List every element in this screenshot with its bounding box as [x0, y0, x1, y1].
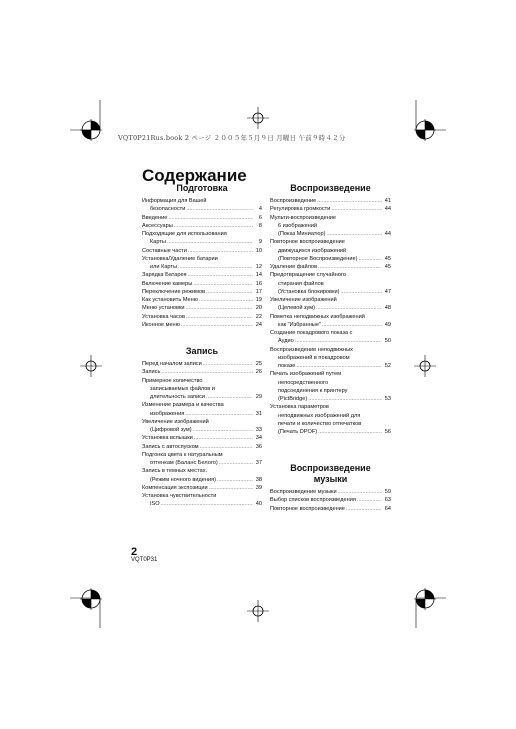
toc-entry: [270, 412, 391, 420]
toc-entry: [270, 403, 391, 411]
toc-leader-dots: [206, 288, 253, 296]
toc-entry-title: изображения: [150, 410, 185, 417]
toc-entry-page: 37: [255, 460, 262, 466]
toc-entry-title: Установка часов: [142, 313, 185, 320]
toc-leader-dots: [331, 205, 382, 213]
toc-entry: [142, 467, 262, 475]
toc-entry-title: оттенкам (Баланс Белого): [150, 460, 218, 466]
toc-entry: [142, 288, 262, 296]
toc-entry: [142, 304, 262, 312]
toc-leader-dots: [217, 476, 253, 484]
toc-entry: [142, 443, 262, 451]
toc-entry-page: 38: [255, 476, 262, 483]
toc-entry-title: (Показ Миниатюр): [278, 231, 326, 237]
toc-entry-page: 25: [255, 361, 262, 367]
toc-list-play: [270, 197, 391, 436]
toc-entry-title: Как установить Меню: [142, 297, 198, 303]
toc-entry: [270, 370, 391, 378]
registration-cross-icon: [247, 107, 269, 129]
toc-entry-title: Установка параметров: [270, 404, 329, 411]
toc-entry-title: Повторное воспроизведение: [270, 239, 345, 246]
toc-entry-page: 49: [384, 321, 391, 328]
toc-entry-title: Подходящие для использования: [142, 231, 227, 237]
toc-entry-page: 4: [258, 206, 262, 213]
toc-entry: [270, 321, 391, 329]
toc-entry-title: Установка чувствительности: [142, 493, 217, 499]
toc-entry: [270, 238, 391, 246]
registration-cross-icon: [247, 600, 269, 622]
toc-entry-title: неподвижных изображений для: [278, 412, 361, 419]
toc-entry-title: Меню установки: [142, 305, 185, 312]
toc-leader-dots: [200, 443, 253, 451]
toc-entry: [270, 505, 391, 513]
toc-entry-title: Печать изображений путем: [270, 371, 342, 378]
toc-leader-dots: [295, 337, 382, 345]
toc-leader-dots: [178, 263, 253, 271]
toc-leader-dots: [186, 304, 253, 312]
toc-entry-title: Удаление файлов: [270, 264, 317, 270]
toc-entry-page: 56: [384, 429, 391, 435]
toc-entry-title: печати и количество отпечатков: [278, 420, 362, 427]
toc-leader-dots: [188, 271, 253, 279]
toc-entry-page: 10: [255, 247, 262, 254]
toc-entry: [142, 360, 262, 368]
page-title: Содержание: [142, 166, 247, 185]
toc-entry-page: 39: [255, 484, 262, 491]
toc-entry-title: Увеличение изображений: [270, 297, 337, 303]
toc-entry-page: 33: [255, 427, 262, 433]
toc-leader-dots: [193, 426, 253, 434]
toc-entry-page: 52: [384, 363, 391, 369]
toc-entry-title: записываемых файлов и: [150, 385, 215, 392]
toc-entry-page: 16: [255, 280, 262, 287]
toc-entry: [142, 271, 262, 279]
toc-entry: [270, 395, 391, 403]
toc-entry-title: Иконное меню: [142, 321, 180, 328]
toc-entry: [142, 426, 262, 434]
toc-entry-title: Мульти-воспроизведение: [270, 214, 337, 221]
toc-entry-title: (Режим ночного видения): [150, 476, 217, 483]
toc-entry: [270, 346, 391, 354]
toc-entry-title: как "Избранные": [278, 321, 321, 328]
toc-entry-title: Аудио: [278, 338, 294, 345]
toc-leader-dots: [346, 505, 382, 513]
toc-entry: [270, 329, 391, 337]
toc-entry-page: 6: [258, 214, 262, 221]
toc-entry-title: Регулировка громкости: [270, 206, 331, 213]
toc-entry: [142, 205, 262, 213]
toc-entry: [270, 247, 391, 255]
toc-entry: [270, 222, 391, 230]
toc-entry-title: (Установка блокировки): [278, 288, 340, 295]
toc-leader-dots: [186, 313, 253, 321]
toc-entry-title: Установка/Удаление батарии: [142, 255, 218, 262]
toc-leader-dots: [338, 488, 382, 496]
toc-entry-title: Пометка неподвижных изображений: [270, 313, 365, 320]
toc-entry-page: 44: [384, 231, 391, 237]
toc-leader-dots: [181, 321, 253, 329]
toc-entry: [270, 280, 391, 288]
toc-leader-dots: [326, 230, 382, 238]
toc-leader-dots: [209, 484, 253, 492]
toc-entry: [142, 263, 262, 271]
toc-entry: [270, 296, 391, 304]
toc-entry-title: Предотвращение случайного: [270, 272, 346, 279]
toc-entry: [142, 247, 262, 255]
toc-entry: [142, 500, 262, 508]
toc-entry-title: Введение: [142, 214, 168, 221]
toc-leader-dots: [318, 428, 382, 436]
toc-entry: [142, 368, 262, 376]
toc-entry: [142, 238, 262, 246]
toc-entry-title: Примерное количество: [142, 377, 203, 384]
section-title-music-line1: Воспроизведение: [290, 463, 371, 473]
toc-entry-title: показе: [278, 363, 296, 369]
toc-entry-page: 29: [255, 394, 262, 400]
toc-leader-dots: [186, 205, 253, 213]
toc-entry-title: Зарядка Батарея: [142, 272, 187, 279]
toc-entry-title: ISO: [150, 501, 160, 508]
registration-mark-icon: [80, 588, 102, 610]
registration-cross-icon: [414, 355, 436, 377]
page-number: 2: [131, 546, 138, 558]
toc-leader-dots: [219, 459, 253, 467]
toc-leader-dots: [318, 263, 382, 271]
toc-entry-title: Изменение размера и качества: [142, 402, 224, 409]
toc-leader-dots: [185, 410, 253, 418]
toc-leader-dots: [168, 214, 253, 222]
toc-entry: [142, 393, 262, 401]
toc-leader-dots: [174, 222, 253, 230]
toc-entry-title: Воспроизведение неподвижных: [270, 346, 353, 353]
toc-leader-dots: [203, 360, 253, 368]
toc-entry-title: Включение камеры: [142, 280, 193, 287]
registration-mark-icon: [414, 119, 436, 141]
toc-entry: [270, 197, 391, 205]
toc-entry-page: 36: [255, 443, 262, 450]
toc-entry: [270, 214, 391, 222]
registration-cross-icon: [80, 355, 102, 377]
toc-entry-title: безопасности: [150, 206, 186, 213]
toc-entry-page: 26: [255, 369, 262, 376]
toc-leader-dots: [161, 500, 253, 508]
toc-entry-title: (Повторное Воспроизведение): [278, 255, 358, 262]
toc-entry-title: Запись в темных местах.: [142, 468, 208, 475]
toc-entry: [270, 420, 391, 428]
toc-entry-title: (Цифровой зум): [150, 427, 192, 433]
toc-entry: [270, 428, 391, 436]
toc-entry-title: Аксессуары: [142, 222, 173, 229]
toc-leader-dots: [193, 280, 253, 288]
toc-leader-dots: [296, 362, 382, 370]
toc-entry-title: или Карты: [150, 264, 178, 270]
toc-entry: [270, 230, 391, 238]
toc-entry-page: 20: [255, 305, 262, 312]
toc-entry-title: Составные части: [142, 247, 187, 254]
toc-entry-page: 12: [255, 264, 262, 270]
toc-entry: [142, 280, 262, 288]
toc-entry: [270, 255, 391, 263]
toc-entry-page: 9: [258, 239, 262, 246]
toc-entry: [142, 459, 262, 467]
toc-entry: [142, 230, 262, 238]
toc-entry-title: Карты: [150, 239, 166, 246]
toc-entry: [142, 492, 262, 500]
toc-entry-page: 53: [384, 396, 391, 402]
toc-entry-page: 24: [255, 321, 262, 328]
toc-entry-page: 48: [384, 305, 391, 312]
toc-entry: [142, 476, 262, 484]
toc-entry-page: 45: [384, 255, 391, 262]
toc-leader-dots: [317, 197, 382, 205]
toc-entry-page: 44: [384, 206, 391, 213]
toc-list-prep: [142, 197, 262, 329]
toc-entry-title: Запись: [142, 369, 161, 376]
toc-entry-page: 47: [384, 288, 391, 295]
toc-entry-title: Компенсация экспозиции: [142, 484, 208, 491]
toc-entry: [270, 304, 391, 312]
toc-entry-title: Переключение режимов: [142, 288, 206, 295]
toc-entry-title: Выбор списков воспроизведения: [270, 497, 356, 504]
toc-leader-dots: [194, 434, 253, 442]
section-title-music: [270, 463, 391, 485]
toc-entry: [142, 451, 262, 459]
toc-entry-title: движущихся изображений: [278, 247, 347, 254]
toc-entry-page: 14: [255, 272, 262, 279]
toc-entry-title: Подгонка цвета к натуральным: [142, 451, 223, 458]
toc-entry-title: Воспроизведение музыки: [270, 489, 337, 495]
toc-entry: [142, 255, 262, 263]
toc-entry: [270, 488, 391, 496]
toc-entry: [142, 313, 262, 321]
toc-entry-page: 34: [255, 435, 262, 442]
toc-entry: [270, 288, 391, 296]
toc-entry: [142, 401, 262, 409]
toc-entry: [270, 313, 391, 321]
toc-entry: [142, 418, 262, 426]
toc-entry-title: Информация для Вашей: [142, 198, 207, 204]
toc-entry: [270, 379, 391, 387]
toc-entry-page: 41: [384, 198, 391, 204]
document-code: VQT0P31: [131, 557, 158, 563]
toc-entry: [142, 434, 262, 442]
toc-entry: [270, 496, 391, 504]
print-header-strip: VQT0P21Rus.book 2 ページ ２００５年５月９日 月曜日 午前９時４２分: [118, 134, 346, 142]
toc-entry: [142, 197, 262, 205]
toc-entry-title: Повторное воспроизведение: [270, 505, 345, 512]
toc-leader-dots: [316, 304, 382, 312]
toc-entry-title: Запись с автоспуском: [142, 443, 199, 450]
toc-leader-dots: [167, 238, 253, 246]
toc-entry: [142, 222, 262, 230]
toc-leader-dots: [206, 393, 253, 401]
registration-mark-icon: [80, 119, 102, 141]
toc-entry-title: стирания файлов: [278, 280, 324, 287]
toc-entry-page: 50: [384, 338, 391, 345]
section-title-prep: Подготовка: [176, 183, 228, 193]
toc-entry: [142, 214, 262, 222]
toc-entry-page: 8: [258, 222, 262, 229]
toc-list-music: [270, 488, 391, 513]
toc-leader-dots: [358, 255, 382, 263]
toc-entry: [270, 387, 391, 395]
toc-leader-dots: [357, 496, 382, 504]
toc-entry: [270, 271, 391, 279]
toc-entry-page: 19: [255, 297, 262, 303]
toc-entry-title: (Целевой зум): [278, 305, 315, 312]
registration-mark-icon: [414, 588, 436, 610]
toc-entry-page: 17: [255, 288, 262, 295]
toc-entry: [270, 354, 391, 362]
toc-entry-title: (Печать DPOF): [278, 429, 318, 435]
section-title-music-line2: музыки: [313, 474, 348, 484]
toc-leader-dots: [322, 321, 382, 329]
toc-entry-page: 45: [384, 264, 391, 270]
toc-entry: [270, 362, 391, 370]
toc-entry: [270, 337, 391, 345]
toc-entry-page: 40: [255, 501, 262, 508]
toc-entry: [270, 205, 391, 213]
toc-entry-title: Перед началом записи: [142, 361, 202, 367]
toc-entry-title: 6 изображений: [278, 222, 318, 229]
toc-entry-title: (PictBridge): [278, 396, 308, 402]
toc-leader-dots: [308, 395, 382, 403]
toc-leader-dots: [199, 296, 253, 304]
section-title-play: Воспроизведение: [290, 183, 371, 193]
toc-entry: [142, 377, 262, 385]
toc-entry-title: Увеличение изображений: [142, 418, 209, 425]
toc-entry: [142, 484, 262, 492]
toc-entry: [142, 296, 262, 304]
toc-entry-title: длительность записи: [150, 394, 206, 400]
toc-entry-title: непосредственного: [278, 379, 329, 386]
toc-leader-dots: [340, 288, 382, 296]
toc-entry-page: 31: [255, 410, 262, 417]
section-title-rec: Запись: [185, 346, 219, 356]
toc-entry-page: 22: [255, 313, 262, 320]
toc-list-rec: [142, 360, 262, 509]
toc-entry-title: подсоединения к принтеру: [278, 387, 348, 394]
toc-entry-title: Воспроизведение: [270, 198, 317, 204]
toc-entry-page: 64: [384, 505, 391, 512]
toc-entry-title: Установка вспышки: [142, 435, 193, 442]
toc-entry-title: Создание покадрового показа с: [270, 330, 353, 336]
toc-entry-title: изображений в покадровом: [278, 354, 350, 361]
toc-entry-page: 59: [384, 489, 391, 495]
toc-leader-dots: [188, 247, 253, 255]
toc-entry: [270, 263, 391, 271]
toc-entry: [142, 410, 262, 418]
toc-entry: [142, 321, 262, 329]
toc-leader-dots: [161, 368, 253, 376]
toc-entry: [142, 385, 262, 393]
toc-entry-page: 63: [384, 497, 391, 504]
